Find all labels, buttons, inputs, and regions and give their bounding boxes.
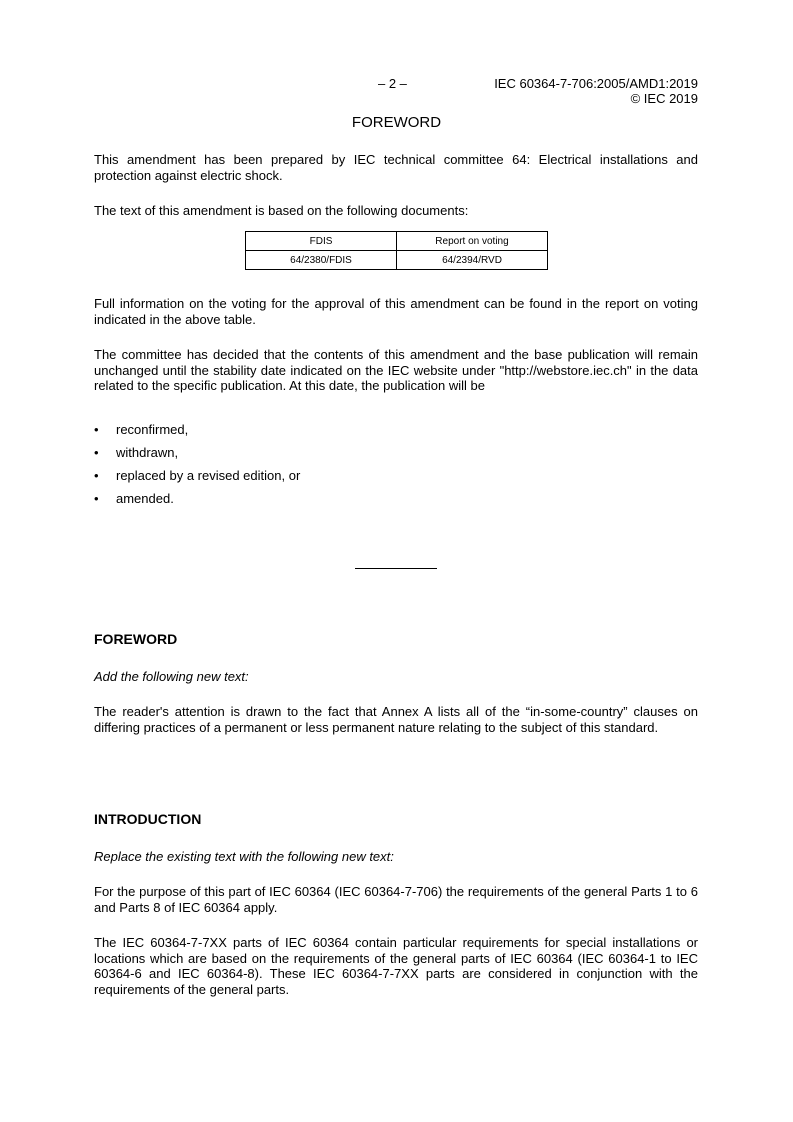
separator-line (355, 568, 437, 569)
copyright-notice: © IEC 2019 (630, 91, 698, 106)
voting-info-paragraph: Full information on the voting for the approval of this amendment can be found in the report on voting indicated in the above table. (94, 296, 698, 327)
page-title: FOREWORD (351, 114, 442, 131)
document-id: IEC 60364-7-706:2005/AMD1:2019 (494, 76, 698, 91)
introduction-paragraph-2: The IEC 60364-7-7XX parts of IEC 60364 contain particular requirements for special installations or locations which are based on the requirements of the general parts of IEC 60364 (IEC 60364-1 to IEC 60364-6 and IEC 60364-8). These IEC 60364-7-7XX parts are considered in conjunction with the requirements of the general parts. (94, 935, 698, 997)
table-cell: 64/2380/FDIS (246, 251, 397, 270)
documents-intro: The text of this amendment is based on the following documents: (94, 203, 469, 218)
list-item-text: withdrawn, (116, 445, 179, 460)
foreword-text: The reader's attention is drawn to the fact that Annex A lists all of the “in-some-country” clauses on differing practices of a permanent or less permanent nature relating to the subject of this standard. (94, 704, 698, 735)
table-header-cell: Report on voting (397, 232, 548, 251)
list-item-text: amended. (116, 491, 174, 506)
bullet-icon: • (94, 445, 99, 460)
document-header (494, 76, 698, 106)
table-header-cell: FDIS (246, 232, 397, 251)
intro-paragraph: This amendment has been prepared by IEC technical committee 64: Electrical installations and protection against electric shock. (94, 152, 698, 183)
foreword-instruction: Add the following new text: (94, 669, 249, 684)
bullet-icon: • (94, 468, 99, 483)
foreword-heading: FOREWORD (94, 631, 178, 647)
introduction-instruction: Replace the existing text with the following new text: (94, 849, 394, 864)
table-cell: 64/2394/RVD (397, 251, 548, 270)
bullet-icon: • (94, 491, 99, 506)
list-item-text: reconfirmed, (116, 422, 189, 437)
table-row (246, 251, 548, 270)
introduction-heading: INTRODUCTION (94, 811, 202, 827)
introduction-paragraph-1: For the purpose of this part of IEC 60364 (IEC 60364-7-706) the requirements of the general Parts 1 to 6 and Parts 8 of IEC 60364 apply. (94, 884, 698, 915)
page-number: – 2 – (378, 76, 407, 91)
list-item-text: replaced by a revised edition, or (116, 468, 301, 483)
bullet-icon: • (94, 422, 99, 437)
voting-table (245, 231, 548, 270)
table-header-row (246, 232, 548, 251)
stability-paragraph: The committee has decided that the contents of this amendment and the base publication will remain unchanged until the stability date indicated on the IEC website under "http://webstore.iec.ch" in the data related to the specific publication. At this date, the publication will be (94, 347, 698, 393)
